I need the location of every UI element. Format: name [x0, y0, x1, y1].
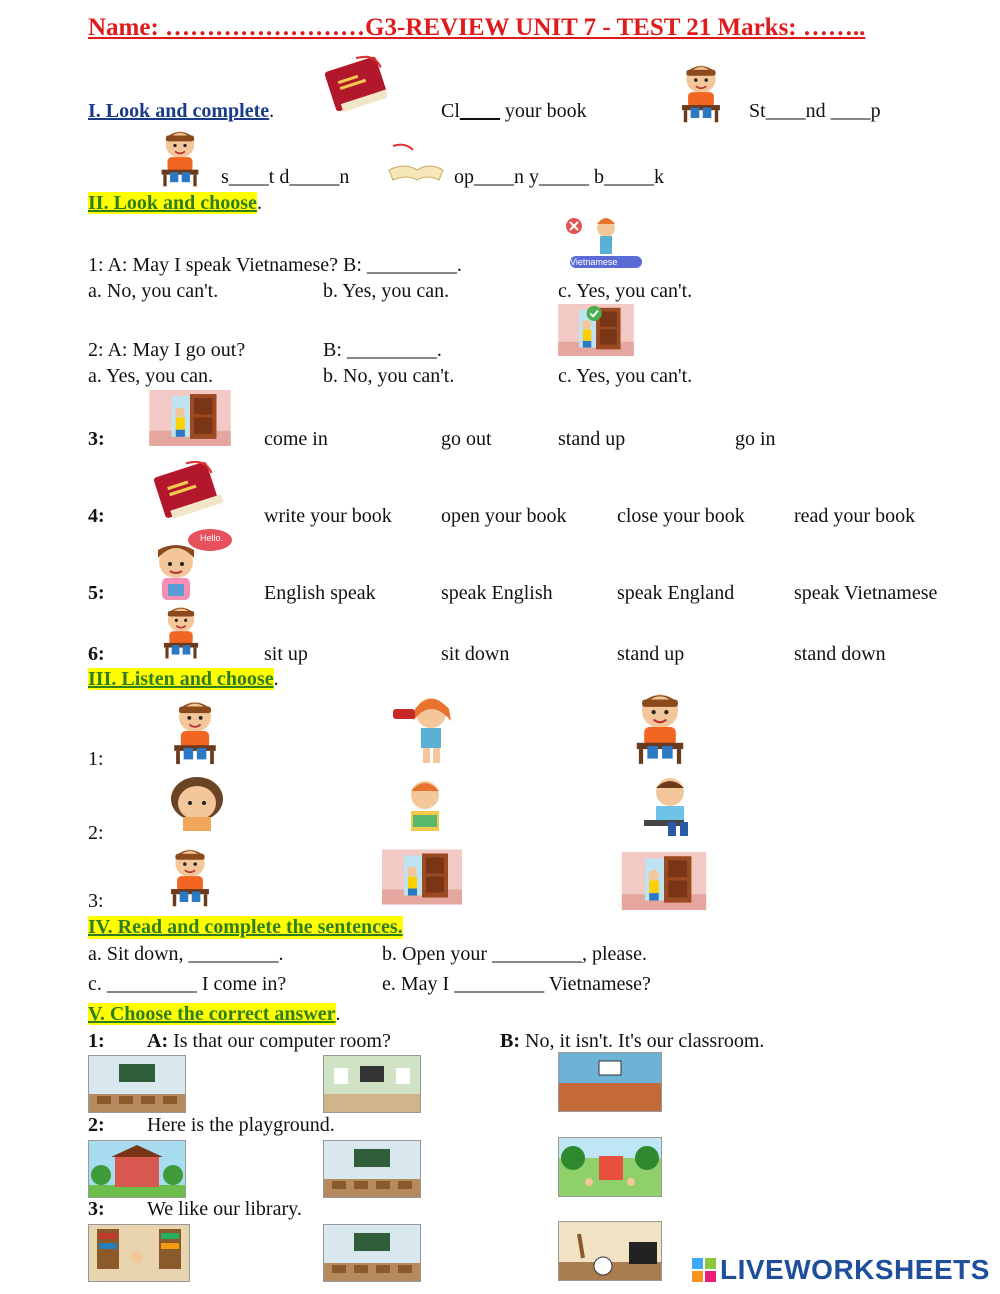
q2-3-option-4[interactable]: go in: [735, 428, 776, 450]
q2-5-option-1[interactable]: English speak: [264, 582, 376, 604]
listen-2-sit-down-icon[interactable]: [620, 776, 710, 840]
section-2-period: .: [256, 192, 262, 214]
section-2-heading: II. Look and choose: [88, 192, 257, 214]
q2-2-stem-b: B: _________.: [323, 339, 442, 361]
listen-row-3-number: 3:: [88, 890, 104, 912]
q2-6-option-2[interactable]: sit down: [441, 643, 510, 665]
close-book-icon: [148, 458, 224, 524]
listen-3-come-in-icon[interactable]: [382, 846, 462, 908]
q2-5-option-3[interactable]: speak England: [617, 582, 735, 604]
q5-1-computer-room-image[interactable]: [323, 1055, 421, 1113]
sentence-c[interactable]: c. _________ I come in?: [88, 973, 287, 995]
q5-1-answer: [500, 1030, 764, 1053]
q2-4-number: 4:: [88, 505, 105, 527]
q2-5-option-4[interactable]: speak Vietnamese: [794, 582, 938, 604]
q5-1-b-label: B:: [500, 1030, 520, 1052]
sentence-a[interactable]: a. Sit down, _________.: [88, 943, 284, 965]
section-3-heading-wrap: [88, 668, 279, 691]
q2-3-option-2[interactable]: go out: [441, 428, 492, 450]
liveworksheets-logo-icon: [692, 1258, 716, 1282]
section-3-heading: III. Listen and choose: [88, 668, 274, 690]
q5-1-gym-image[interactable]: [558, 1052, 662, 1112]
open-book-icon: [385, 140, 447, 186]
q5-2-school-image[interactable]: [88, 1140, 186, 1198]
q2-6-option-3[interactable]: stand up: [617, 643, 685, 665]
q2-5-number: 5:: [88, 582, 105, 604]
item-sit-down[interactable]: s____t d_____n: [221, 166, 350, 188]
closed-book-icon: [325, 52, 387, 118]
q2-6-number: 6:: [88, 643, 105, 665]
section-1-period: .: [269, 100, 275, 122]
section-2-heading-wrap: [88, 192, 262, 215]
listen-1-speak-icon[interactable]: [385, 693, 480, 765]
q5-2-playground-image[interactable]: [558, 1137, 662, 1197]
listen-2-close-book-icon[interactable]: [153, 773, 247, 837]
q2-6-option-4[interactable]: stand down: [794, 643, 886, 665]
sit-down-kid-icon-2: [146, 604, 216, 660]
girl-speaking-icon: [148, 528, 238, 604]
q5-1-b-text: No, it isn't. It's our classroom.: [520, 1030, 765, 1052]
listen-row-1-number: 1:: [88, 748, 104, 770]
q2-3-option-1[interactable]: come in: [264, 428, 328, 450]
q5-1-classroom-image[interactable]: [88, 1055, 186, 1113]
q2-2-option-a[interactable]: a. Yes, you can.: [88, 365, 213, 387]
sentence-b[interactable]: b. Open your _________, please.: [382, 943, 647, 965]
q2-2-option-c[interactable]: c. Yes, you can't.: [558, 365, 693, 387]
section-3-period: .: [273, 668, 279, 690]
q5-3-number: 3:: [88, 1198, 105, 1220]
item-close-prefix: Cl: [441, 100, 460, 122]
q2-4-option-1[interactable]: write your book: [264, 505, 392, 527]
listen-2-open-book-icon[interactable]: [387, 775, 463, 841]
section-4-heading: IV. Read and complete the sentences.: [88, 916, 403, 938]
section-1-heading-wrap: [88, 100, 274, 123]
q2-2-option-b[interactable]: b. No, you can't.: [323, 365, 455, 387]
q2-4-option-4[interactable]: read your book: [794, 505, 916, 527]
q5-1-number: 1:: [88, 1030, 105, 1052]
q2-5-option-2[interactable]: speak English: [441, 582, 553, 604]
q2-6-option-1[interactable]: sit up: [264, 643, 308, 665]
q2-1-stem: 1: A: May I speak Vietnamese? B: _________.: [88, 254, 462, 276]
listen-3-stand-up-icon[interactable]: [148, 846, 232, 908]
q5-1-question: [147, 1030, 391, 1053]
listen-row-2-number: 2:: [88, 822, 104, 844]
q5-1-a-label: A:: [147, 1030, 169, 1052]
section-5-heading: V. Choose the correct answer: [88, 1003, 336, 1025]
q2-3-number: 3:: [88, 428, 105, 450]
q5-3-text: We like our library.: [147, 1198, 302, 1220]
q5-3-classroom-image[interactable]: [323, 1224, 421, 1282]
come-in-door-icon: [147, 390, 233, 446]
q2-3-option-3[interactable]: stand up: [558, 428, 626, 450]
listen-1-stand-up-icon[interactable]: [615, 690, 705, 766]
hello-bubble-text: Hello.: [200, 533, 224, 543]
q5-2-text: Here is the playground.: [147, 1114, 335, 1136]
item-stand-up[interactable]: St____nd ____p: [749, 100, 881, 122]
sentence-e[interactable]: e. May I _________ Vietnamese?: [382, 973, 651, 995]
section-1-heading: I. Look and complete: [88, 100, 270, 122]
listen-3-go-out-icon[interactable]: [617, 852, 711, 910]
q2-1-option-b[interactable]: b. Yes, you can.: [323, 280, 450, 302]
q2-2-stem: 2: A: May I go out?: [88, 339, 246, 361]
item-open-your-book[interactable]: op____n y_____ b_____k: [454, 166, 664, 188]
q2-4-option-3[interactable]: close your book: [617, 505, 745, 527]
section-5-heading-wrap: [88, 1003, 341, 1026]
item-close-your-book: [441, 100, 587, 123]
q2-1-option-a[interactable]: a. No, you can't.: [88, 280, 219, 302]
item-close-blank[interactable]: ____: [459, 100, 500, 122]
q2-4-option-2[interactable]: open your book: [441, 505, 567, 527]
section-5-period: .: [335, 1003, 341, 1025]
item-close-suffix: your book: [499, 100, 587, 122]
q5-2-number: 2:: [88, 1114, 105, 1136]
listen-1-sit-down-icon[interactable]: [150, 698, 240, 766]
q5-1-a-text: Is that our computer room?: [168, 1030, 391, 1052]
q5-3-music-room-image[interactable]: [558, 1221, 662, 1281]
liveworksheets-logo-text[interactable]: LIVEWORKSHEETS: [720, 1254, 990, 1285]
go-out-door-icon: [558, 304, 634, 356]
stand-up-kid-icon: [670, 62, 732, 124]
vietnamese-badge: Vietnamese: [570, 257, 618, 267]
sit-down-kid-icon: [145, 128, 215, 188]
q2-1-option-c[interactable]: c. Yes, you can't.: [558, 280, 693, 302]
q5-2-classroom-image[interactable]: [323, 1140, 421, 1198]
worksheet-title: Name: ……………………G3-REVIEW UNIT 7 - TEST 21 Marks: ……..: [88, 14, 866, 41]
q5-3-library-image[interactable]: [88, 1224, 190, 1282]
